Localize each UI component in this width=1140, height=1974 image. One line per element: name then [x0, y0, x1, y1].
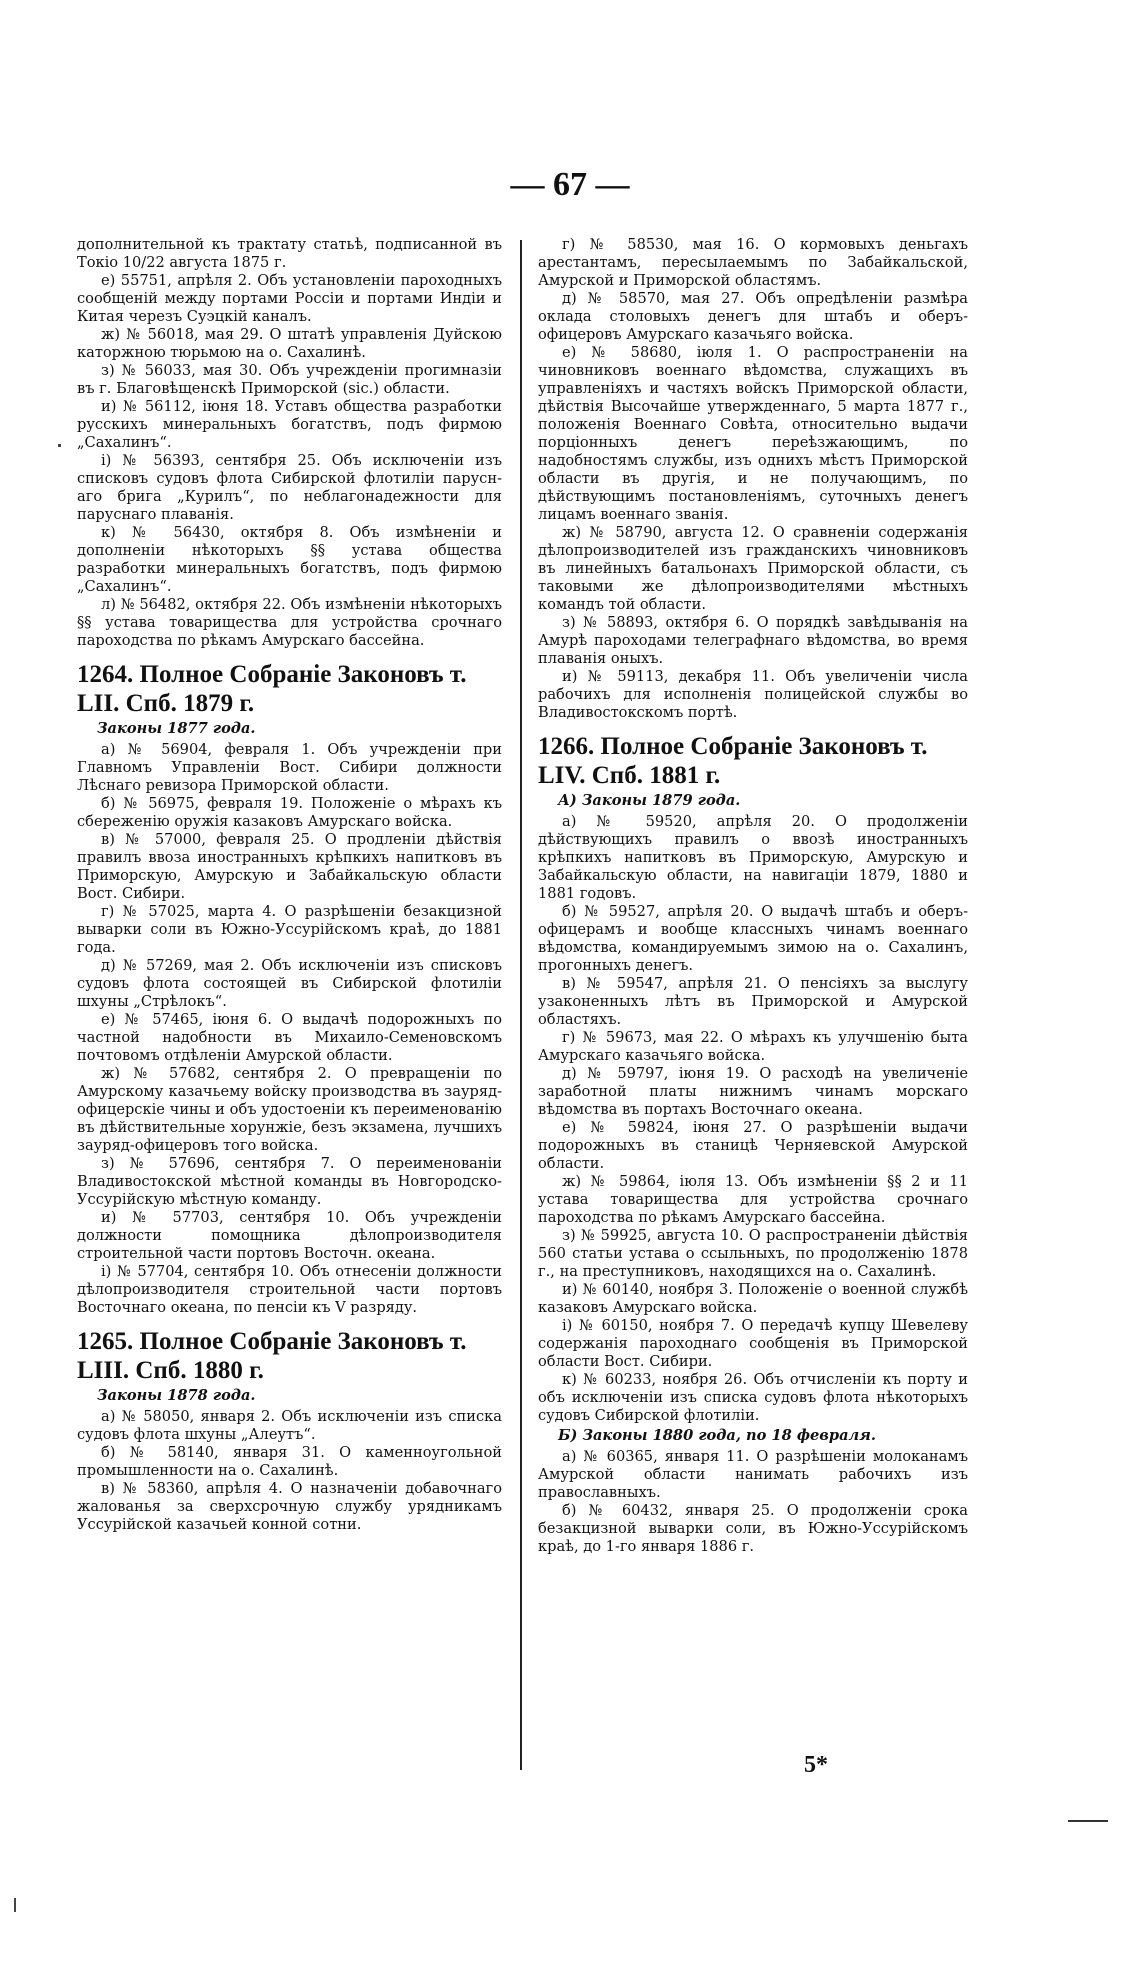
right-column: [538, 236, 968, 1556]
section-heading: 1266. Полное Собраніе Законовъ т. LIV. Спб. 1881 г.: [538, 733, 928, 789]
law-entry: ж) № 59864, іюля 13. Объ измѣненіи §§ 2 и 11 устава товарищества для устройства срочнаго пароходства по рѣкамъ Амурскаго бассейна.: [538, 1173, 968, 1226]
law-entry: г) № 58530, мая 16. О кормовыхъ деньгахъ арестантамъ, пересылаемымъ по Забайкальской, Амурской и Приморской областямъ.: [538, 236, 968, 289]
law-entry: б) № 56975, февраля 19. Положеніе о мѣрахъ къ сбереженію оружія казаковъ Амурскаго войска.: [77, 795, 502, 830]
law-entry: д) № 59797, іюня 19. О расходѣ на увеличеніе заработной платы нижнимъ чинамъ морскаго вѣдомства въ портахъ Восточнаго океана.: [538, 1065, 968, 1118]
law-entry: ж) № 57682, сентября 2. О превращеніи по Амурскому казачьему войску производства въ зауряд-офицерскіе чины и объ удостоеніи къ переименованію въ дѣйствительные хорунжіе, безъ экзамена, лучшихъ зауряд-офицеровъ того войска.: [77, 1065, 502, 1154]
law-entry: а) № 58050, января 2. Объ исключеніи изъ списка судовъ флота шхуны „Алеутъ“.: [77, 1408, 502, 1443]
law-entry: к) № 60233, ноября 26. Объ отчисленіи къ порту и объ исключеніи изъ списка судовъ флота нѣкоторыхъ судовъ Сибирской флотиліи.: [538, 1371, 968, 1424]
subheading: Б) Законы 1880 года, по 18 февраля.: [558, 1427, 876, 1444]
law-entry: з) № 56033, мая 30. Объ учрежденіи прогимназіи въ г. Благовѣщенскѣ Приморской (sic.) области.: [77, 362, 502, 397]
continuation-paragraph: дополнительной къ трактату статьѣ, подписанной въ Токіо 10/22 августа 1875 г.: [77, 236, 502, 271]
signature-mark: 5*: [804, 1752, 828, 1778]
law-entry: а) № 59520, апрѣля 20. О продолженіи дѣйствующихъ правилъ о ввозѣ иностранныхъ крѣпкихъ напитковъ въ Приморскую, Амурскую и Забайкальскую области, на навигаціи 1879, 1880 и 1881 годовъ.: [538, 813, 968, 902]
law-entry: з) № 57696, сентября 7. О переименованіи Владивостокской мѣстной команды въ Новгородско-Уссурійскую мѣстную команду.: [77, 1155, 502, 1208]
law-entry: д) № 58570, мая 27. Объ опредѣленіи размѣра оклада столовыхъ денегъ для штабъ и оберъ-офицеровъ Амурскаго казачьяго войска.: [538, 290, 968, 343]
page-number: — 67 —: [510, 166, 630, 203]
speck: [58, 444, 61, 447]
law-entry: і) № 60150, ноября 7. О передачѣ купцу Шевелеву содержанія пароходнаго сообщенія въ Приморской области Вост. Сибири.: [538, 1317, 968, 1370]
speck: [14, 1898, 16, 1912]
law-entry: е) № 57465, іюня 6. О выдачѣ подорожныхъ по частной надобности въ Михаило-Семеновскомъ почтовомъ отдѣленіи Амурской области.: [77, 1011, 502, 1064]
edge-line: [1068, 1820, 1108, 1822]
law-entry: з) № 59925, августа 10. О распространеніи дѣйствія 560 статьи устава о ссыльныхъ, по продолженію 1878 г., на преступниковъ, находящихся на о. Сахалинѣ.: [538, 1227, 968, 1280]
subheading: Законы 1877 года.: [97, 720, 256, 737]
law-entry: и) № 60140, ноября 3. Положеніе о военной службѣ казаковъ Амурскаго войска.: [538, 1281, 968, 1316]
law-entry: і) № 56393, сентября 25. Объ исключеніи изъ списковъ судовъ флота Сибирской флотиліи паруснаго брига „Курилъ“, по неблагонадежности для паруснаго плаванія.: [77, 452, 502, 523]
law-entry: и) № 56112, іюня 18. Уставъ общества разработки русскихъ минеральныхъ богатствъ, подъ фирмою „Сахалинъ“.: [77, 398, 502, 451]
law-entry: е) № 58680, іюля 1. О распространеніи на чиновниковъ военнаго вѣдомства, служащихъ въ управленіяхъ и частяхъ войскъ Приморской области, дѣйствія Высочайше утвержденнаго, 5 марта 1877 г., положенія Военнаго Совѣта, относительно выдачи порціонныхъ денегъ переѣзжающимъ, по надобностямъ службы, изъ однихъ мѣстъ Приморской области въ другія, и не получающимъ, по дѣйствующимъ постановленіямъ, суточныхъ денегъ лицамъ военнаго званія.: [538, 344, 968, 523]
law-entry: і) № 57704, сентября 10. Объ отнесеніи должности дѣлопроизводителя строительной части портовъ Восточнаго океана, по пенсіи къ V разряду.: [77, 1263, 502, 1316]
law-entry: в) № 58360, апрѣля 4. О назначеніи добавочнаго жалованья за сверхсрочную службу урядникамъ Уссурійской казачьей конной сотни.: [77, 1480, 502, 1533]
section-heading: 1264. Полное Собраніе Законовъ т. LII. Спб. 1879 г.: [77, 661, 467, 717]
section-heading: 1265. Полное Собраніе Законовъ т. LIII. Спб. 1880 г.: [77, 1328, 467, 1384]
law-entry: ж) № 56018, мая 29. О штатѣ управленія Дуйскою каторжною тюрьмою на о. Сахалинѣ.: [77, 326, 502, 361]
law-entry: з) № 58893, октября 6. О порядкѣ завѣдыванія на Амурѣ пароходами телеграфнаго вѣдомства, во время плаванія оныхъ.: [538, 614, 968, 667]
law-entry: к) № 56430, октября 8. Объ измѣненіи и дополненіи нѣкоторыхъ §§ устава общества разработки минеральныхъ богатствъ, подъ фирмою „Сахалинъ“.: [77, 524, 502, 595]
law-entry: в) № 57000, февраля 25. О продленіи дѣйствія правилъ ввоза иностранныхъ крѣпкихъ напитковъ въ Приморскую, Амурскую и Забайкальскую области Вост. Сибири.: [77, 831, 502, 902]
law-entry: е) 55751, апрѣля 2. Объ установленіи пароходныхъ сообщеній между портами Россіи и портами Индіи и Китая черезъ Суэцкій каналъ.: [77, 272, 502, 325]
law-entry: а) № 60365, января 11. О разрѣшеніи молоканамъ Амурской области нанимать рабочихъ изъ православныхъ.: [538, 1448, 968, 1501]
law-entry: г) № 57025, марта 4. О разрѣшеніи безакцизной выварки соли въ Южно-Уссурійскомъ краѣ, до 1881 года.: [77, 903, 502, 956]
law-entry: и) № 59113, декабря 11. Объ увеличеніи числа рабочихъ для исполненія полицейской службы во Владивостокскомъ портѣ.: [538, 668, 968, 721]
law-entry: л) № 56482, октября 22. Объ измѣненіи нѣкоторыхъ §§ устава товарищества для устройства срочнаго пароходства по рѣкамъ Амурскаго бассейна.: [77, 596, 502, 649]
law-entry: е) № 59824, іюня 27. О разрѣшеніи выдачи подорожныхъ въ станицѣ Черняевской Амурской области.: [538, 1119, 968, 1172]
law-entry: д) № 57269, мая 2. Объ исключеніи изъ списковъ судовъ флота состоящей въ Сибирской флотиліи шхуны „Стрѣлокъ“.: [77, 957, 502, 1010]
law-entry: б) № 58140, января 31. О каменноугольной промышленности на о. Сахалинѣ.: [77, 1444, 502, 1479]
law-entry: в) № 59547, апрѣля 21. О пенсіяхъ за выслугу узаконенныхъ лѣтъ въ Приморской и Амурской областяхъ.: [538, 975, 968, 1028]
law-entry: а) № 56904, февраля 1. Объ учрежденіи при Главномъ Управленіи Вост. Сибири должности Лѣснаго ревизора Приморской области.: [77, 741, 502, 794]
law-entry: б) № 59527, апрѣля 20. О выдачѣ штабъ и оберъ-офицерамъ и вообще классныхъ чинамъ военнаго вѣдомства, командируемымъ зимою на о. Сахалинъ, прогонныхъ денегъ.: [538, 903, 968, 974]
left-column: [77, 236, 502, 1534]
subheading: А) Законы 1879 года.: [558, 792, 741, 809]
column-divider: [520, 240, 522, 1770]
law-entry: ж) № 58790, августа 12. О сравненіи содержанія дѣлопроизводителей изъ гражданскихъ чиновниковъ въ линейныхъ батальонахъ Приморской области, съ таковыми же дѣлопроизводителями мѣстныхъ командъ той области.: [538, 524, 968, 613]
subheading: Законы 1878 года.: [97, 1387, 256, 1404]
law-entry: г) № 59673, мая 22. О мѣрахъ къ улучшенію быта Амурскаго казачьяго войска.: [538, 1029, 968, 1064]
law-entry: б) № 60432, января 25. О продолженіи срока безакцизной выварки соли, въ Южно-Уссурійскомъ краѣ, до 1-го января 1886 г.: [538, 1502, 968, 1555]
law-entry: и) № 57703, сентября 10. Объ учрежденіи должности помощника дѣлопроизводителя строительной части портовъ Восточн. океана.: [77, 1209, 502, 1262]
